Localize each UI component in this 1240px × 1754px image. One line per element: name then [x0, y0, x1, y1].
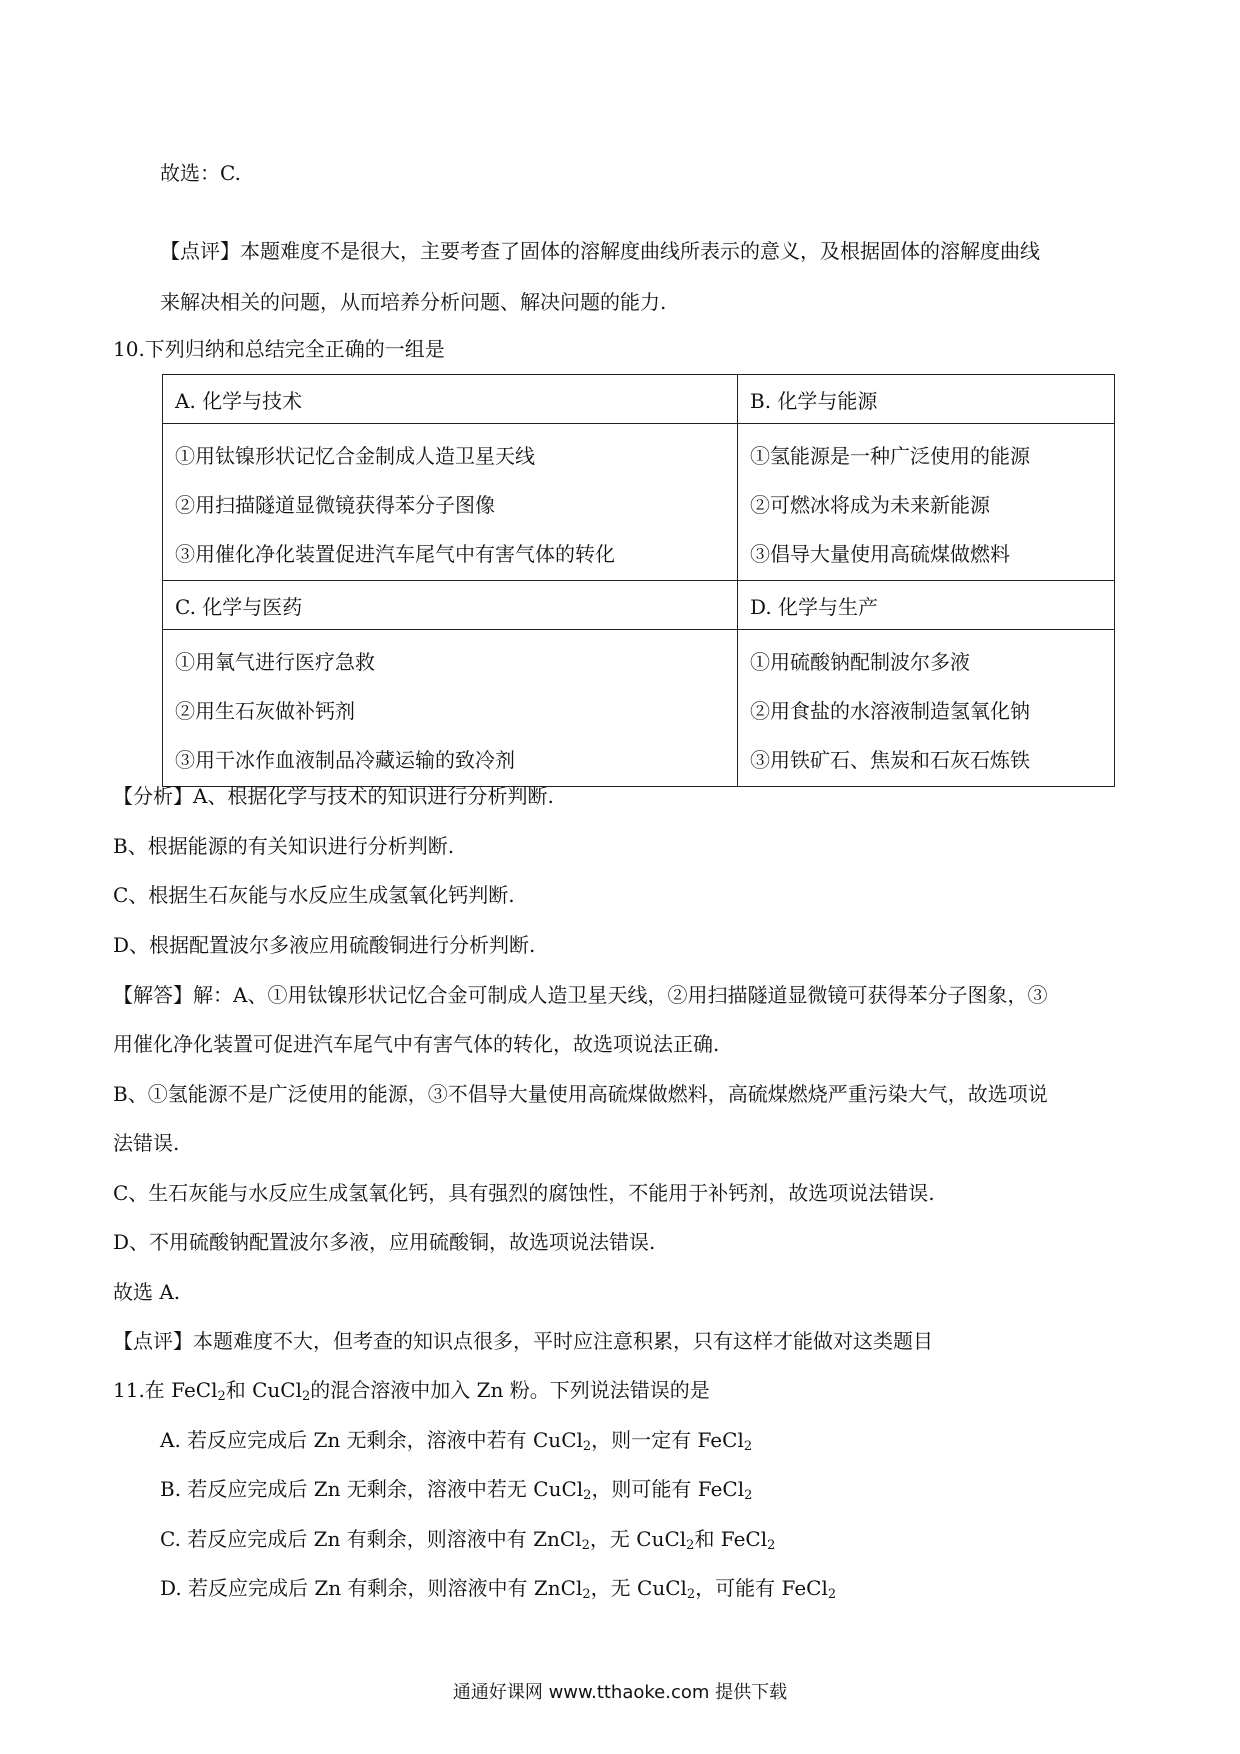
- q11-stem: 11.在 FeCl$_2$和 CuCl$_2$的混合溶液中加入 Zn 粉。下列说法错误的是: [113, 1378, 710, 1404]
- q10-solution-2: 用催化净化装置可促进汽车尾气中有害气体的转化，故选项说法正确.: [113, 1032, 720, 1056]
- q11-option-d: D. 若反应完成后 Zn 有剩余，则溶液中有 ZnCl$_2$，无 CuCl$_2$，可能有 FeCl$_2$: [160, 1576, 837, 1602]
- cell-a-title: A. 化学与技术: [163, 375, 738, 424]
- q10-solution-3: B、①氢能源不是广泛使用的能源，③不倡导大量使用高硫煤做燃料，高硫煤燃烧严重污染大气，故选项说: [113, 1082, 1048, 1106]
- prev-comment-line-1: 【点评】本题难度不是很大，主要考查了固体的溶解度曲线所表示的意义，及根据固体的溶解度曲线: [160, 239, 1040, 263]
- c-item-3: ③用干冰作血液制品冷藏运输的致冷剂: [175, 748, 515, 772]
- q10-comment: 【点评】本题难度不大，但考查的知识点很多，平时应注意积累，只有这样才能做对这类题目: [113, 1329, 933, 1353]
- cell-a-items: [163, 424, 738, 581]
- d-item-3: ③用铁矿石、焦炭和石灰石炼铁: [750, 748, 1030, 772]
- prev-answer: 故选：C.: [160, 161, 241, 185]
- q11-option-a: A. 若反应完成后 Zn 无剩余，溶液中若有 CuCl$_2$，则一定有 FeCl$_2$: [160, 1428, 753, 1454]
- a-item-2: ②用扫描隧道显微镜获得苯分子图像: [175, 493, 495, 517]
- q10-analysis-1: 【分析】A、根据化学与技术的知识进行分析判断.: [113, 784, 554, 808]
- q10-stem: 10.下列归纳和总结完全正确的一组是: [113, 337, 445, 361]
- q10-solution-1: 【解答】解：A、①用钛镍形状记忆合金可制成人造卫星天线，②用扫描隧道显微镜可获得苯分子图象，③: [113, 983, 1048, 1007]
- q10-answer: 故选 A.: [113, 1280, 181, 1304]
- q11-option-c: C. 若反应完成后 Zn 有剩余，则溶液中有 ZnCl$_2$，无 CuCl$_2$和 FeCl$_2$: [160, 1527, 776, 1553]
- cell-c-title: C. 化学与医药: [163, 581, 738, 630]
- page-footer: 通通好课网 www.tthaoke.com 提供下载: [452, 1682, 788, 1703]
- cell-d-items: [738, 630, 1115, 787]
- cell-c-items: [163, 630, 738, 787]
- a-item-1: ①用钛镍形状记忆合金制成人造卫星天线: [175, 444, 535, 468]
- q10-solution-5: C、生石灰能与水反应生成氢氧化钙，具有强烈的腐蚀性，不能用于补钙剂，故选项说法错误.: [113, 1181, 935, 1205]
- q10-solution-4: 法错误.: [113, 1131, 180, 1155]
- q10-analysis-3: C、根据生石灰能与水反应生成氢氧化钙判断.: [113, 883, 515, 907]
- b-item-1: ①氢能源是一种广泛使用的能源: [750, 444, 1030, 468]
- b-item-2: ②可燃冰将成为未来新能源: [750, 493, 990, 517]
- b-item-3: ③倡导大量使用高硫煤做燃料: [750, 542, 1010, 566]
- a-item-3: ③用催化净化装置促进汽车尾气中有害气体的转化: [175, 542, 615, 566]
- q11-option-b: B. 若反应完成后 Zn 无剩余，溶液中若无 CuCl$_2$，则可能有 FeCl$_2$: [160, 1477, 753, 1503]
- q10-analysis-4: D、根据配置波尔多液应用硫酸铜进行分析判断.: [113, 933, 536, 957]
- cell-b-items: [738, 424, 1115, 581]
- q10-table: [162, 374, 1115, 787]
- cell-d-title: D. 化学与生产: [738, 581, 1115, 630]
- prev-comment-line-2: 来解决相关的问题，从而培养分析问题、解决问题的能力.: [160, 290, 667, 314]
- q10-analysis-2: B、根据能源的有关知识进行分析判断.: [113, 834, 455, 858]
- d-item-1: ①用硫酸钠配制波尔多液: [750, 650, 970, 674]
- c-item-2: ②用生石灰做补钙剂: [175, 699, 355, 723]
- cell-b-title: B. 化学与能源: [738, 375, 1115, 424]
- c-item-1: ①用氧气进行医疗急救: [175, 650, 375, 674]
- q10-solution-6: D、不用硫酸钠配置波尔多液，应用硫酸铜，故选项说法错误.: [113, 1230, 656, 1254]
- d-item-2: ②用食盐的水溶液制造氢氧化钠: [750, 699, 1030, 723]
